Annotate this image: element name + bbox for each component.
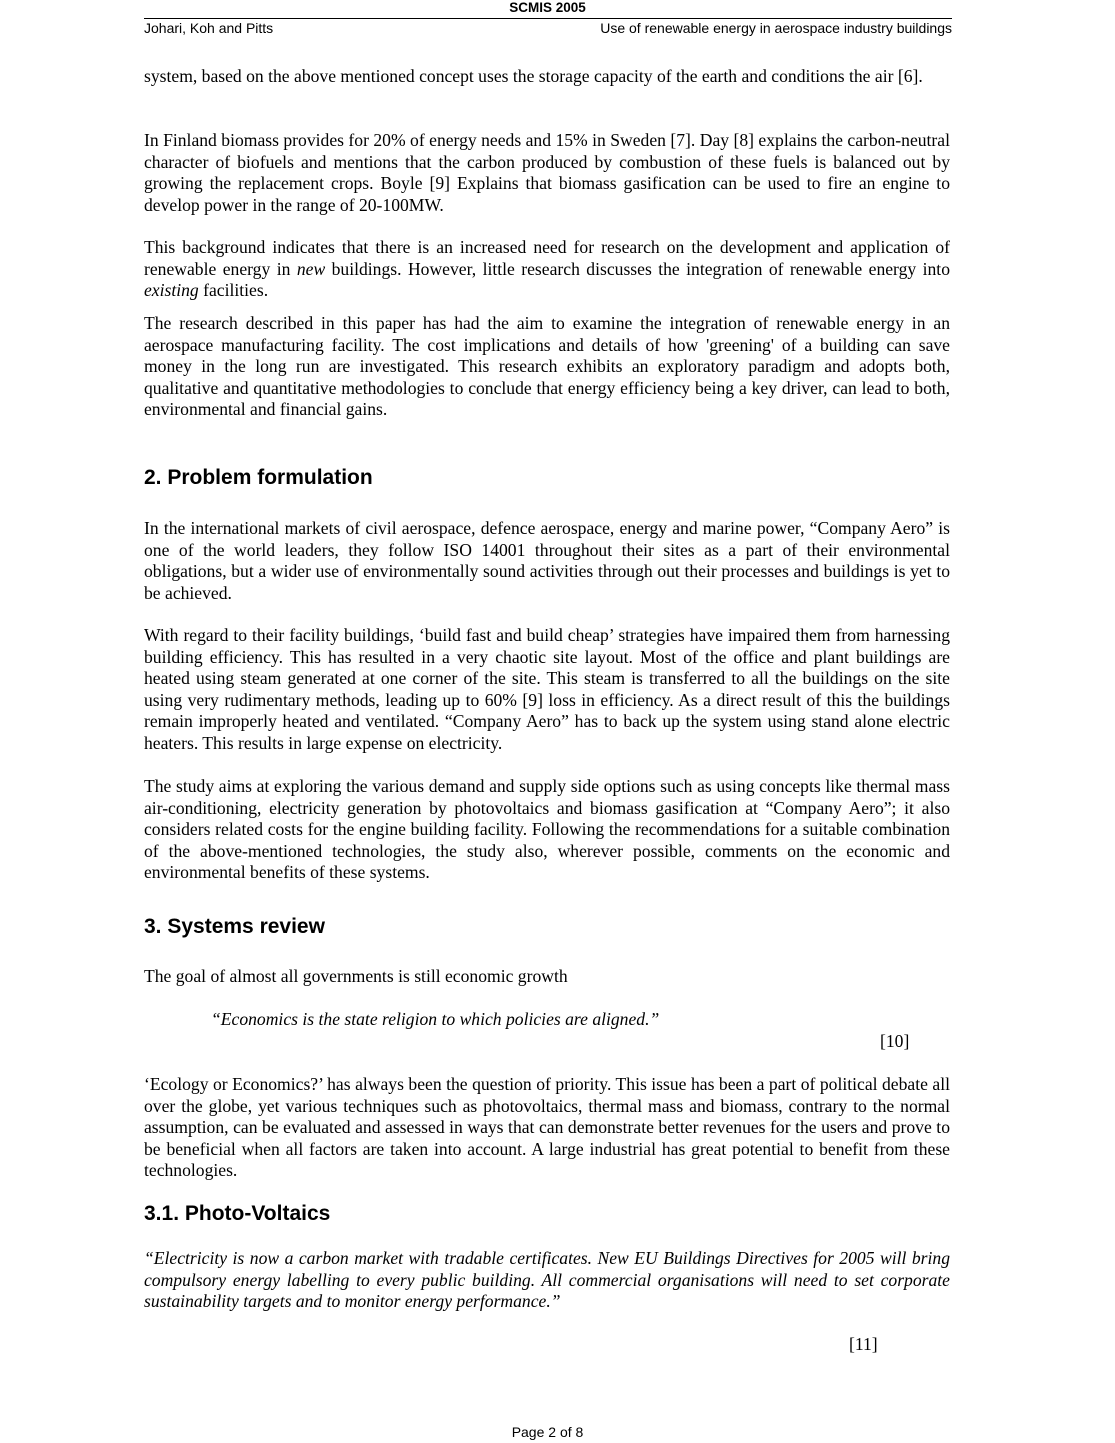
paragraph-finland-biomass: In Finland biomass provides for 20% of energy needs and 15% in Sweden [7]. Day [8] explains the carbon-neutral character of biofuels and mentions that the carbon produced by combustion of these fuels is balanced out by growing the replacement crops. Boyle [9] Explains that biomass gasification can be used to fire an engine to develop power in the range of 20-100MW. [144, 130, 950, 215]
paragraph-background [144, 237, 950, 302]
page-number: Page 2 of 8 [511, 1424, 584, 1440]
paragraph-company-aero: In the international markets of civil aerospace, defence aerospace, energy and marine power, “Company Aero” is one of the world leaders, they follow ISO 14001 throughout their sites as a part of their environmental obligations, but a wider use of environmentally sound activities through out their processes and buildings is yet to be achieved. [144, 518, 950, 603]
paragraph-background-text-2: buildings. However, little research discusses the integration of renewable energy into [325, 258, 950, 279]
header-rule [144, 18, 952, 19]
section-heading-systems-review: 3. Systems review [144, 915, 325, 938]
subsection-heading-photo-voltaics: 3.1. Photo-Voltaics [144, 1202, 331, 1225]
paragraph-study-aims: The study aims at exploring the various demand and supply side options such as using concepts like thermal mass air-conditioning, electricity generation by photovoltaics and biomass gasification at “Company Aero”; it also considers related costs for the engine building facility. Following the recommendations for a suitable combination of the above-mentioned technologies, the study also, wherever possible, comments on the economic and environmental benefits of these systems. [144, 776, 950, 883]
paragraph-background-text-1: This background indicates that there is an increased need for research on the development and application of renewable energy in [144, 237, 950, 279]
paragraph-ecology-or-economics: ‘Ecology or Economics?’ has always been the question of priority. This issue has been a part of political debate all over the globe, yet various techniques such as photovoltaics, thermal mass and biomass, contrary to the normal assumption, can be evaluated and assessed in ways that can demonstrate better revenues for the users and prove to be beneficial when all factors are taken into account. A large industrial has great potential to benefit from these technologies. [144, 1074, 950, 1181]
emphasis-existing: existing [144, 280, 199, 301]
quote-electricity-carbon-market: “Electricity is now a carbon market with tradable certificates. New EU Buildings Directives for 2005 will bring compulsory energy labelling to every public building. All commercial organisations will need to set corporate sustainability targets and to monitor energy performance.” [144, 1248, 950, 1312]
conference-header: SCMIS 2005 [509, 0, 586, 15]
header-running-title: Use of renewable energy in aerospace industry buildings [600, 20, 952, 36]
paragraph-background-text-3: facilities. [198, 280, 269, 301]
paragraph-economic-growth: The goal of almost all governments is still economic growth [144, 966, 568, 986]
emphasis-new: new [296, 258, 326, 279]
citation-10: [10] [880, 1031, 910, 1051]
section-heading-problem-formulation: 2. Problem formulation [144, 466, 373, 489]
paragraph-facility-buildings: With regard to their facility buildings, ‘build fast and build cheap’ strategies have impaired them from harnessing building efficiency. This has resulted in a very chaotic site layout. Most of the office and plant buildings are heated using steam generated at one corner of the site. This steam is transferred to all the buildings on the site using very rudimentary methods, leading up to 60% [9] loss in efficiency. As a direct result of this the buildings remain improperly heated and ventilated. “Company Aero” has to back up the system using stand alone electric heaters. This results in large expense on electricity. [144, 625, 950, 753]
citation-11: [11] [849, 1334, 878, 1354]
quote-economics: “Economics is the state religion to which policies are aligned.” [211, 1009, 660, 1029]
paragraph-research-aim: The research described in this paper has had the aim to examine the integration of renewable energy in an aerospace manufacturing facility. The cost implications and details of how 'greening' of a building can save money in the long run are investigated. This research exhibits an exploratory paradigm and adopts both, qualitative and quantitative methodologies to conclude that energy efficiency being a key driver, can lead to both, environmental and financial gains. [144, 313, 950, 420]
paragraph-system-continuation: system, based on the above mentioned concept uses the storage capacity of the earth and conditions the air [6]. [144, 66, 923, 86]
header-authors: Johari, Koh and Pitts [144, 20, 274, 36]
